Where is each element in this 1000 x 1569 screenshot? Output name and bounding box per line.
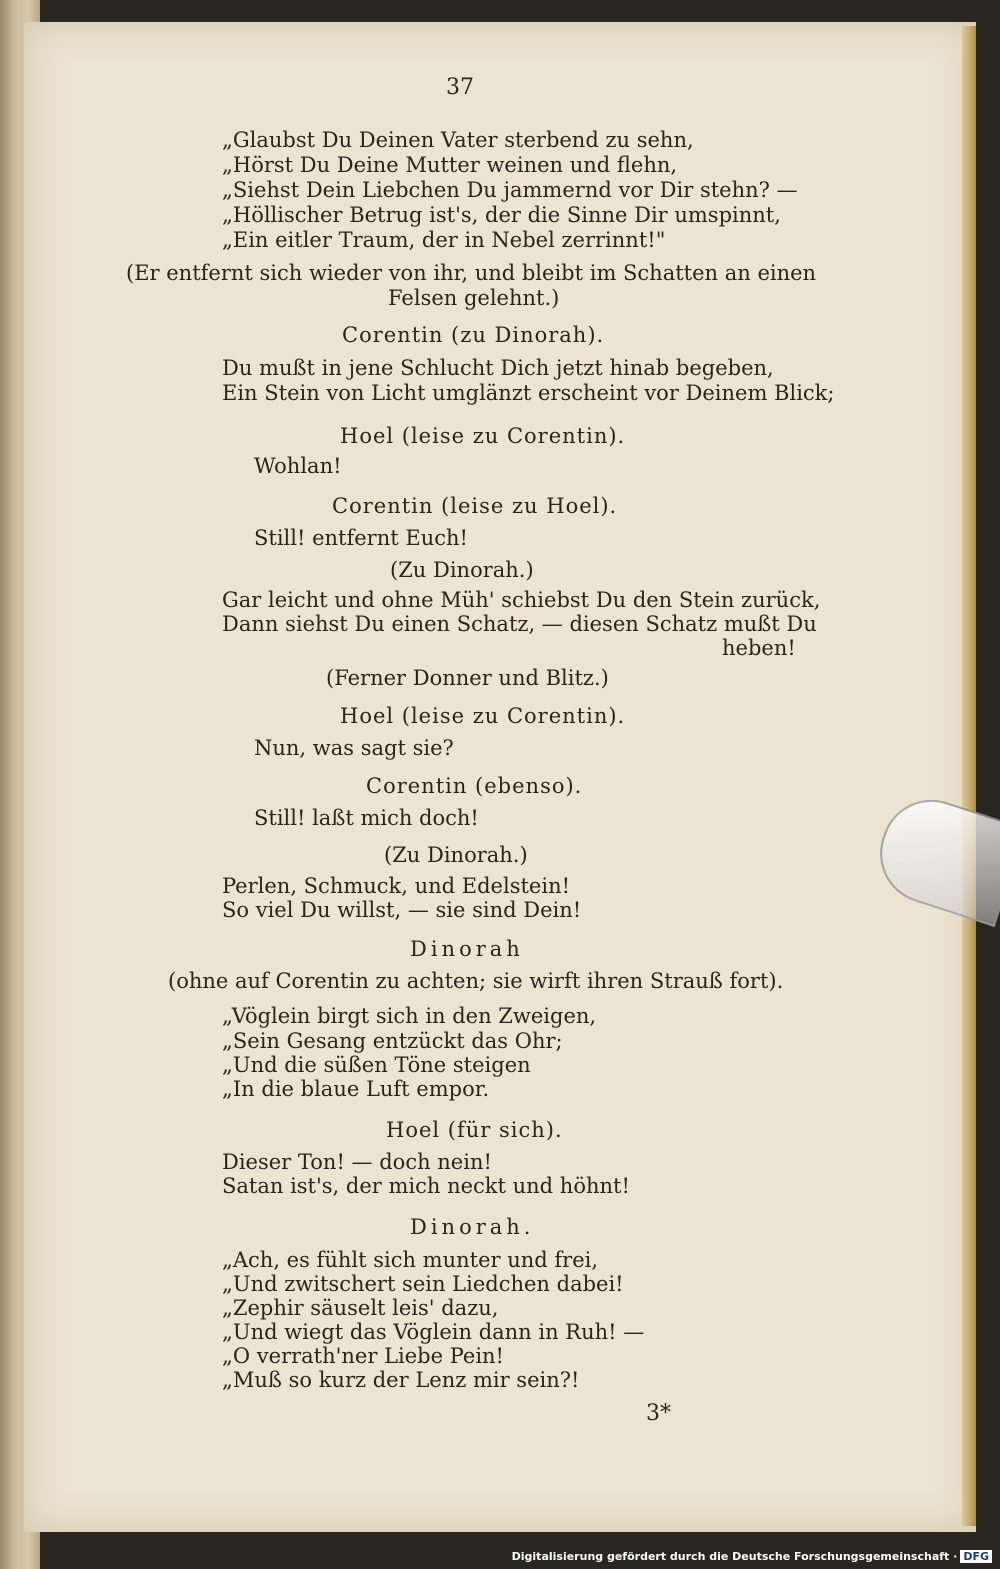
signature-mark: 3* bbox=[646, 1401, 671, 1426]
page-edge bbox=[962, 26, 976, 1526]
text-line: Still! laßt mich doch! bbox=[254, 806, 479, 830]
speaker-heading: Corentin (leise zu Hoel). bbox=[332, 494, 618, 518]
text-line: Dann siehst Du einen Schatz, — diesen Schatz mußt Du bbox=[222, 612, 817, 636]
text-line: Satan ist's, der mich neckt und höhnt! bbox=[222, 1174, 630, 1198]
text-line: Du mußt in jene Schlucht Dich jetzt hinab begeben, bbox=[222, 356, 774, 380]
speaker-heading: Dinorah bbox=[410, 937, 524, 961]
dfg-logo: DFG bbox=[960, 1550, 992, 1563]
stage-direction: (Er entfernt sich wieder von ihr, und bleibt im Schatten an einen bbox=[126, 261, 817, 285]
text-line: Wohlan! bbox=[254, 454, 342, 478]
stage-direction: (ohne auf Corentin zu achten; sie wirft ihren Strauß fort). bbox=[168, 969, 784, 993]
text-line: „Ach, es fühlt sich munter und frei, bbox=[222, 1248, 599, 1272]
speaker-heading: Corentin (ebenso). bbox=[366, 774, 583, 798]
text-line: „Hörst Du Deine Mutter weinen und flehn, bbox=[222, 153, 678, 177]
text-line: „Und die süßen Töne steigen bbox=[222, 1053, 531, 1077]
text-line: Ein Stein von Licht umglänzt erscheint vor Deinem Blick; bbox=[222, 381, 835, 405]
text-line: „Ein eitler Traum, der in Nebel zerrinnt!" bbox=[222, 228, 666, 252]
speaker-heading: Hoel (für sich). bbox=[386, 1118, 563, 1142]
stage-direction: (Ferner Donner und Blitz.) bbox=[326, 666, 609, 690]
text-line: heben! bbox=[722, 636, 796, 660]
text-line: Gar leicht und ohne Müh' schiebst Du den Stein zurück, bbox=[222, 588, 821, 612]
text-line: Perlen, Schmuck, und Edelstein! bbox=[222, 874, 571, 898]
stage-direction: (Zu Dinorah.) bbox=[390, 558, 534, 582]
footer-text: Digitalisierung gefördert durch die Deutsche Forschungsgemeinschaft · bbox=[511, 1550, 958, 1563]
text-line: „Glaubst Du Deinen Vater sterbend zu sehn, bbox=[222, 128, 694, 152]
page-number: 37 bbox=[446, 75, 474, 100]
speaker-heading: Corentin (zu Dinorah). bbox=[342, 323, 605, 347]
text-line: „Siehst Dein Liebchen Du jammernd vor Dir stehn? — bbox=[222, 178, 798, 202]
text-line: „Sein Gesang entzückt das Ohr; bbox=[222, 1029, 563, 1053]
text-line: „Und wiegt das Vöglein dann in Ruh! — bbox=[222, 1320, 645, 1344]
footer-credit bbox=[512, 1550, 992, 1563]
text-line: „Höllischer Betrug ist's, der die Sinne Dir umspinnt, bbox=[222, 203, 781, 227]
speaker-heading: Hoel (leise zu Corentin). bbox=[340, 704, 626, 728]
text-line: „Zephir säuselt leis' dazu, bbox=[222, 1296, 499, 1320]
text-line: „Vöglein birgt sich in den Zweigen, bbox=[222, 1004, 597, 1028]
text-line: Still! entfernt Euch! bbox=[254, 526, 468, 550]
speaker-heading: Dinorah. bbox=[410, 1215, 535, 1239]
stage-direction: Felsen gelehnt.) bbox=[388, 286, 560, 310]
text-line: „Muß so kurz der Lenz mir sein?! bbox=[222, 1368, 580, 1392]
text-line: „O verrath'ner Liebe Pein! bbox=[222, 1344, 504, 1368]
stage-direction: (Zu Dinorah.) bbox=[384, 843, 528, 867]
text-line: Nun, was sagt sie? bbox=[254, 736, 454, 760]
text-line: Dieser Ton! — doch nein! bbox=[222, 1150, 492, 1174]
text-line: „Und zwitschert sein Liedchen dabei! bbox=[222, 1272, 624, 1296]
text-line: „In die blaue Luft empor. bbox=[222, 1077, 490, 1101]
text-line: So viel Du willst, — sie sind Dein! bbox=[222, 898, 582, 922]
speaker-heading: Hoel (leise zu Corentin). bbox=[340, 424, 626, 448]
